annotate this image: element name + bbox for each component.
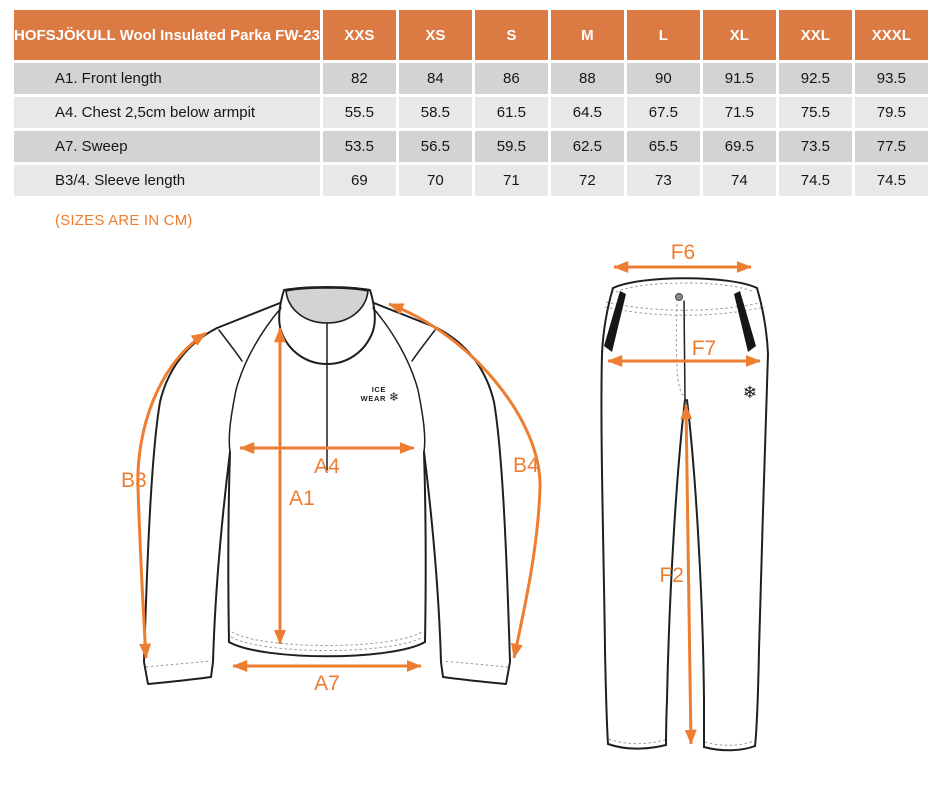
column-header-m: M <box>551 10 624 60</box>
column-header-xs: XS <box>399 10 472 60</box>
measure-label-f7: F7 <box>691 337 717 360</box>
size-value: 86 <box>475 63 548 94</box>
size-value: 58.5 <box>399 97 472 128</box>
size-value: 93.5 <box>855 63 928 94</box>
measure-label-a4: A4 <box>314 455 340 478</box>
jacket-shoulder-left <box>217 303 280 328</box>
table-title: HOFSJÖKULL Wool Insulated Parka FW-23 <box>14 10 320 60</box>
jacket-diagram <box>121 287 540 695</box>
size-value: 64.5 <box>551 97 624 128</box>
jacket-raglan-seam-left <box>229 308 281 452</box>
icewear-snowflake-icon: ❄ <box>389 390 400 404</box>
size-value: 65.5 <box>627 131 700 162</box>
measure-label: A4. Chest 2,5cm below armpit <box>14 97 320 128</box>
icewear-logo <box>361 385 399 404</box>
size-value: 90 <box>627 63 700 94</box>
size-value: 74 <box>703 165 776 196</box>
icewear-logo-text-line1: ICE <box>371 385 386 394</box>
jacket-body-side-left <box>228 452 230 642</box>
jacket-collar-inner <box>286 288 368 323</box>
pants-hem-right <box>704 746 755 750</box>
size-value: 55.5 <box>323 97 396 128</box>
stitch-line <box>146 661 211 667</box>
size-value: 88 <box>551 63 624 94</box>
jacket-raglan-seam-right <box>373 308 425 452</box>
stitch-line <box>616 283 754 292</box>
stitch-line <box>705 741 754 745</box>
size-value: 70 <box>399 165 472 196</box>
size-value: 67.5 <box>627 97 700 128</box>
size-value: 62.5 <box>551 131 624 162</box>
size-value: 56.5 <box>399 131 472 162</box>
size-value: 82 <box>323 63 396 94</box>
jacket-hem <box>229 642 425 656</box>
pants-snowflake-icon: ❄ <box>742 383 758 403</box>
size-value: 69.5 <box>703 131 776 162</box>
size-value: 73 <box>627 165 700 196</box>
size-value: 53.5 <box>323 131 396 162</box>
size-value: 61.5 <box>475 97 548 128</box>
column-header-xxxl: XXXL <box>855 10 928 60</box>
units-note: (SIZES ARE IN CM) <box>55 212 193 229</box>
pants-pocket-left <box>604 291 626 352</box>
column-header-xxs: XXS <box>323 10 396 60</box>
pants-pocket-right <box>734 291 756 352</box>
stitch-line <box>232 632 422 646</box>
size-value: 91.5 <box>703 63 776 94</box>
arrow-b3-sleeve <box>138 333 206 658</box>
size-value: 75.5 <box>779 97 852 128</box>
size-value: 59.5 <box>475 131 548 162</box>
arrow-f2-inseam <box>686 405 691 744</box>
size-value: 84 <box>399 63 472 94</box>
measure-label: A1. Front length <box>14 63 320 94</box>
size-value: 71 <box>475 165 548 196</box>
pants-outer-right <box>755 288 768 746</box>
jacket-sleeve-outer-left <box>144 328 217 662</box>
pants-button <box>676 294 683 301</box>
size-value: 92.5 <box>779 63 852 94</box>
size-value: 69 <box>323 165 396 196</box>
column-header-xxl: XXL <box>779 10 852 60</box>
arrow-b4-sleeve <box>389 304 540 658</box>
pants-fly-seam <box>684 301 685 399</box>
column-header-xl: XL <box>703 10 776 60</box>
stitch-line <box>231 637 423 651</box>
measure-label: A7. Sweep <box>14 131 320 162</box>
size-value: 71.5 <box>703 97 776 128</box>
size-value: 73.5 <box>779 131 852 162</box>
size-value: 72 <box>551 165 624 196</box>
size-value: 74.5 <box>855 165 928 196</box>
measure-label-f6: F6 <box>670 241 696 264</box>
column-header-s: S <box>475 10 548 60</box>
jacket-sleeve-outer-right <box>437 328 510 662</box>
measure-label-a1: A1 <box>289 487 315 510</box>
stitch-line <box>443 661 508 667</box>
jacket-shoulder-seam-right <box>412 330 435 361</box>
jacket-shoulder-seam-left <box>219 330 242 361</box>
jacket-cuff-right <box>441 662 510 684</box>
size-value: 74.5 <box>779 165 852 196</box>
stitch-line <box>609 739 665 744</box>
jacket-cuff-left <box>144 662 213 684</box>
pants-diagram <box>601 241 768 750</box>
measure-label: B3/4. Sleeve length <box>14 165 320 196</box>
measure-label-a7: A7 <box>314 672 340 695</box>
jacket-body-side-right <box>424 452 426 642</box>
measure-label-f2: F2 <box>659 564 684 587</box>
column-header-l: L <box>627 10 700 60</box>
size-value: 77.5 <box>855 131 928 162</box>
pants-hem-left <box>608 744 666 749</box>
size-value: 79.5 <box>855 97 928 128</box>
measure-label-b4: B4 <box>513 454 539 477</box>
pants-outer-left <box>601 288 613 744</box>
icewear-logo-text-line2: WEAR <box>360 394 386 403</box>
measure-label-b3: B3 <box>121 469 147 492</box>
